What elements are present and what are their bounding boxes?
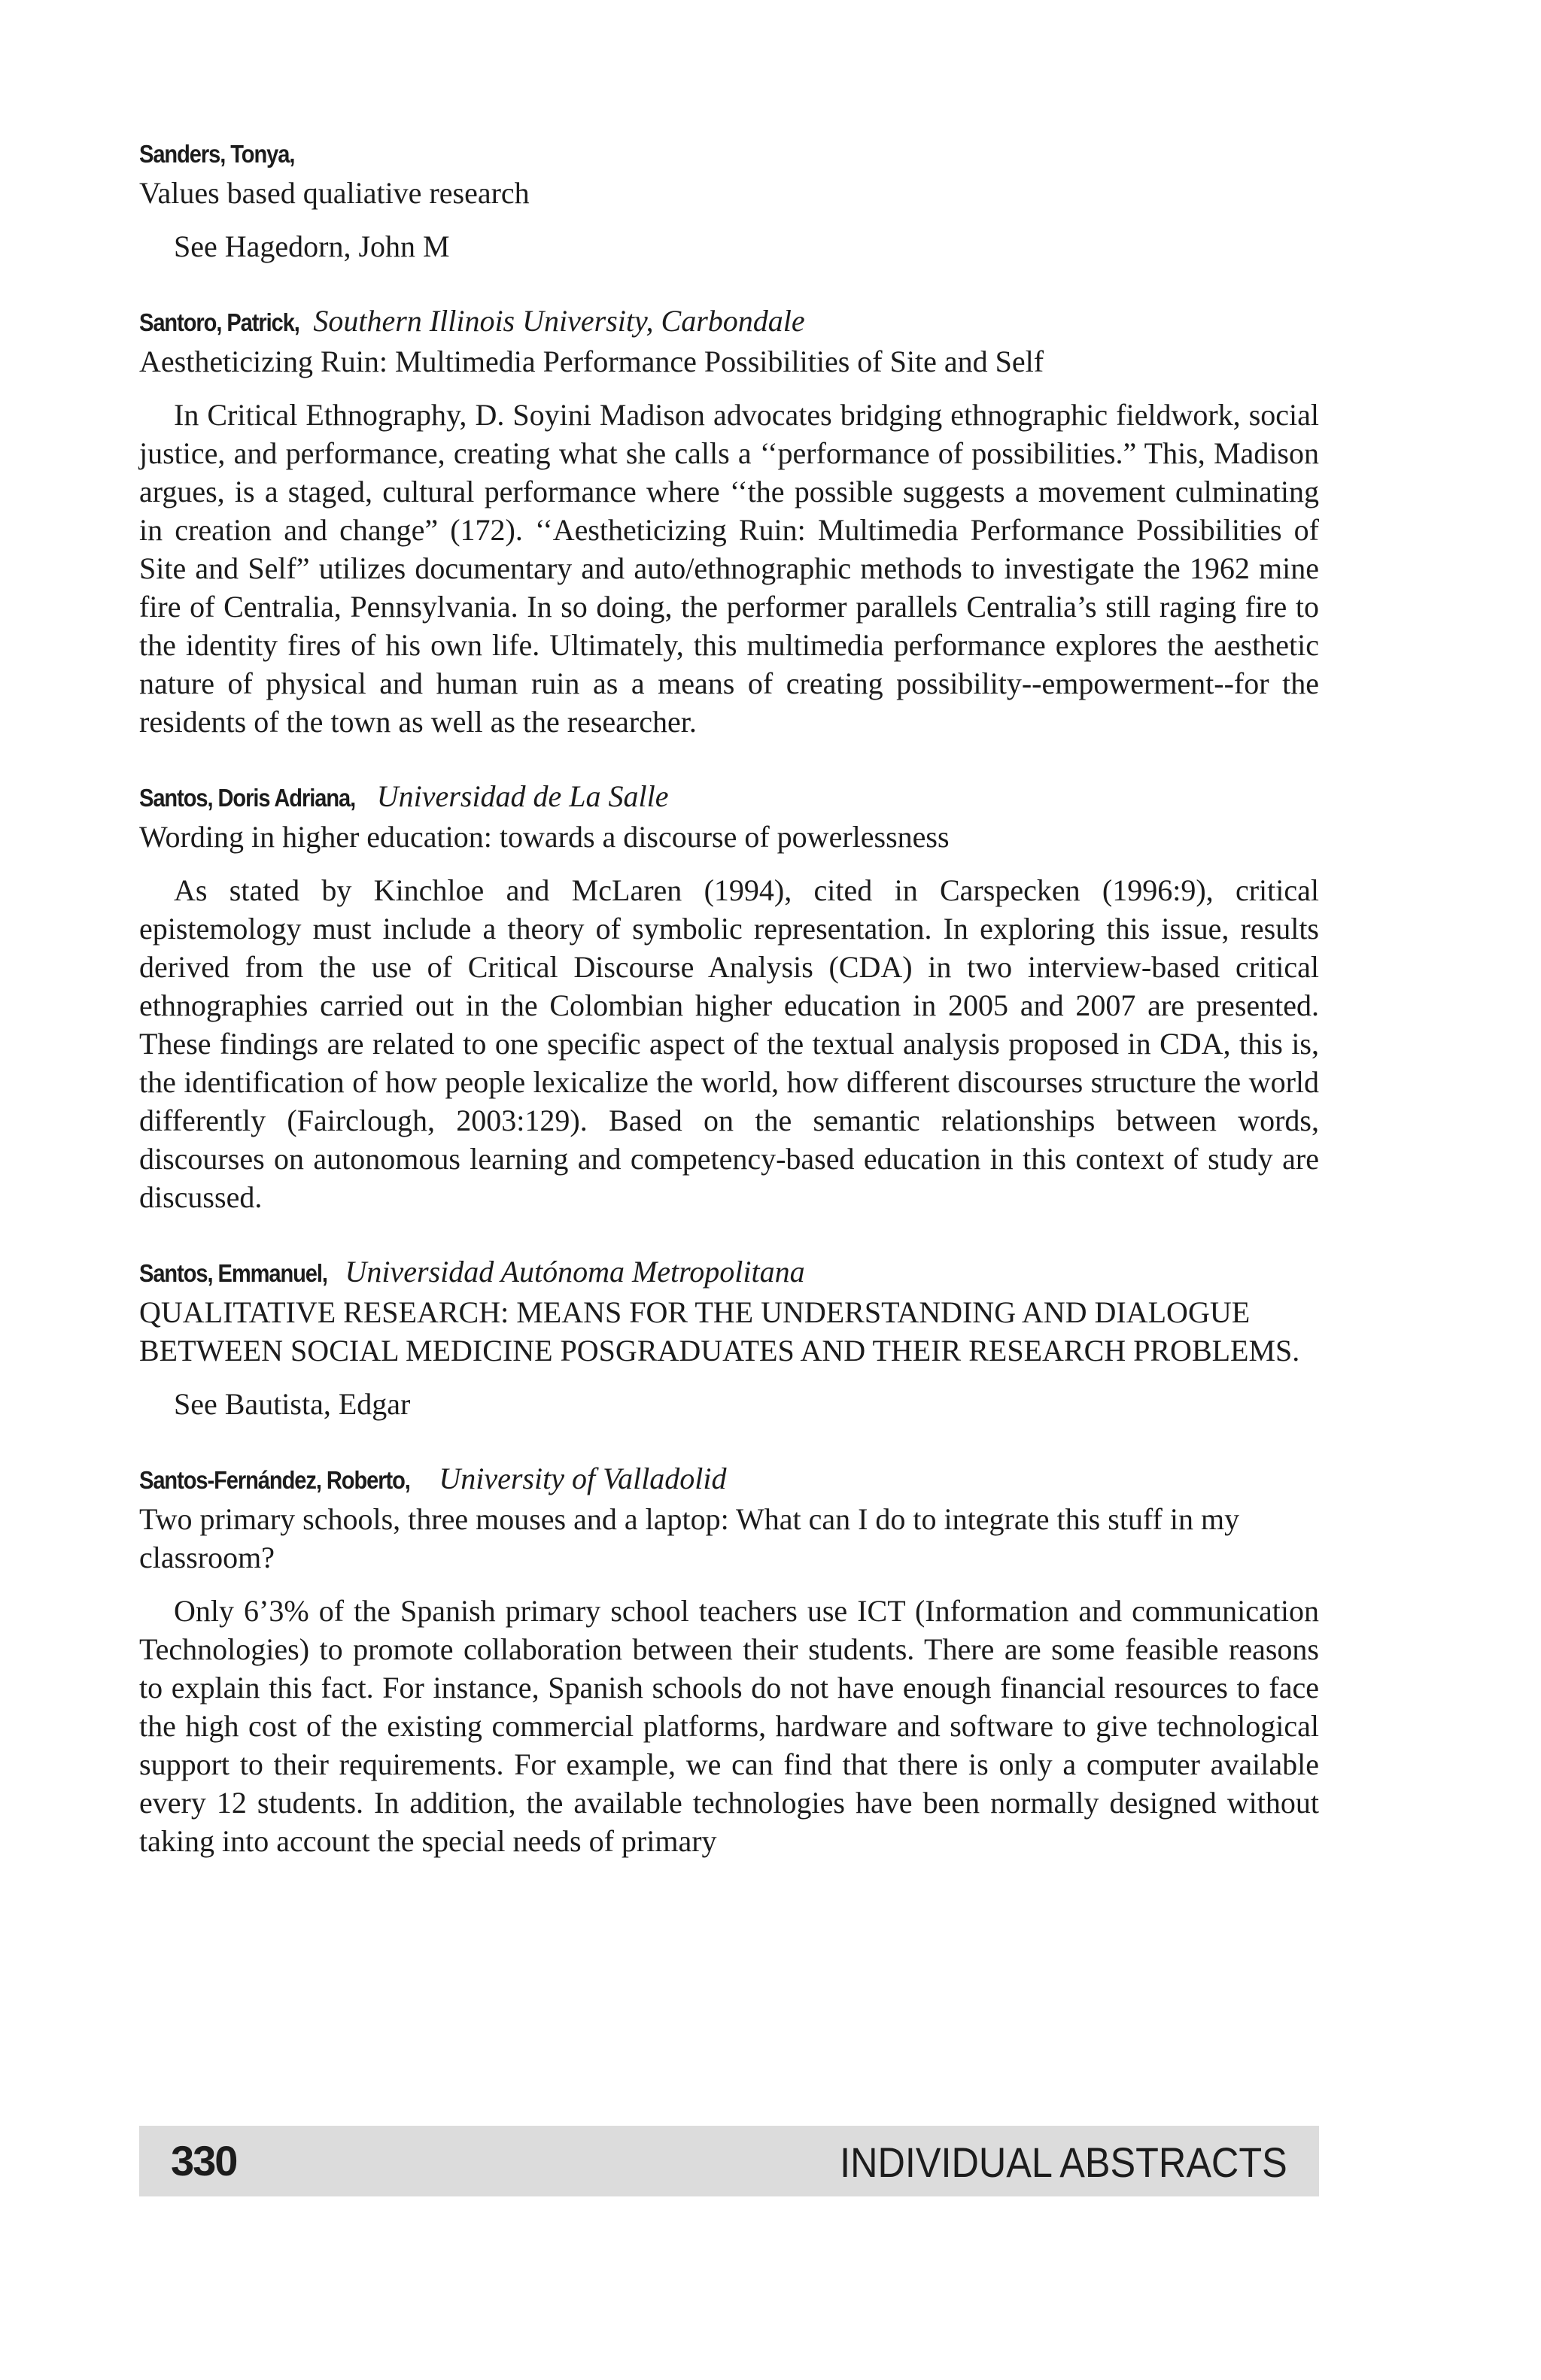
section-name: INDIVIDUAL ABSTRACTS bbox=[840, 2139, 1287, 2186]
abstract-title: Values based qualiative research bbox=[139, 176, 530, 210]
abstract-entry bbox=[139, 1252, 1319, 1423]
author-line bbox=[139, 1252, 1319, 1293]
author-affiliation: University of Valladolid bbox=[439, 1462, 727, 1495]
abstract-title: Two primary schools, three mouses and a laptop: What can I do to integrate this stuff in my classroom? bbox=[139, 1502, 1240, 1574]
abstract-body: Only 6’3% of the Spanish primary school teachers use ICT (Information and communication Technologies) to promote collaboration between their students. There are some feasible reasons to explain this fact. For instance, Spanish schools do not have enough financial resources to face the high cost of the existing commercial platforms, hardware and software to give technological support to their requirements. For example, we can find that there is only a computer available every 12 students. In addition, the available technologies have been normally designed without taking into account the special needs of primary bbox=[139, 1594, 1319, 1858]
page-footer bbox=[139, 2126, 1319, 2196]
author-name: Santos-Fernández, Roberto, bbox=[139, 1466, 410, 1494]
author-name: Santoro, Patrick, bbox=[139, 308, 299, 336]
author-name: Santos, Doris Adriana, bbox=[139, 784, 356, 812]
abstract-body: As stated by Kinchloe and McLaren (1994), cited in Carspecken (1996:9), critical epistemology must include a theory of symbolic representation. In exploring this issue, results derived from the use of Critical Discourse Analysis (CDA) in two interview-based critical ethnographies carried out in the Colombian higher education in 2005 and 2007 are presented. These findings are related to one specific aspect of the textual analysis proposed in CDA, this is, the identification of how people lexicalize the world, how different discourses structure the world differently (Fairclough, 2003:129). Based on the semantic relationships between words, discourses on autonomous learning and competency-based education in this context of study are discussed. bbox=[139, 873, 1319, 1214]
abstract-body: See Hagedorn, John M bbox=[174, 229, 450, 263]
abstract-body: See Bautista, Edgar bbox=[174, 1387, 411, 1421]
author-line bbox=[139, 1459, 1319, 1500]
author-name: Sanders, Tonya, bbox=[139, 140, 295, 168]
abstract-entry bbox=[139, 777, 1319, 1216]
abstract-title: Aestheticizing Ruin: Multimedia Performance Possibilities of Site and Self bbox=[139, 345, 1044, 378]
abstract-entry bbox=[139, 134, 1319, 266]
page-number: 330 bbox=[171, 2137, 237, 2184]
author-line bbox=[139, 302, 1319, 342]
abstracts-page bbox=[139, 134, 1319, 1896]
abstract-entry bbox=[139, 1459, 1319, 1860]
author-affiliation: Universidad Autónoma Metropolitana bbox=[345, 1255, 805, 1289]
author-affiliation: Universidad de La Salle bbox=[376, 779, 669, 813]
abstract-body: In Critical Ethnography, D. Soyini Madison advocates bridging ethnographic fieldwork, social justice, and performance, creating what she calls a ‘‘performance of possibilities.” This, Madison argues, is a staged, cultural performance where ‘‘the possible suggests a movement culminating in creation and change” (172). ‘‘Aestheticizing Ruin: Multimedia Performance Possibilities of Site and Self” utilizes documentary and auto/ethnographic methods to investigate the 1962 mine fire of Centralia, Pennsylvania. In so doing, the performer parallels Centralia’s still raging fire to the identity fires of his own life. Ultimately, this multimedia performance explores the aesthetic nature of physical and human ruin as a means of creating possibility--empowerment--for the residents of the town as well as the researcher. bbox=[139, 398, 1319, 739]
author-line bbox=[139, 134, 1319, 174]
author-line bbox=[139, 777, 1319, 818]
author-affiliation: Southern Illinois University, Carbondale bbox=[313, 304, 805, 338]
abstract-title: Wording in higher education: towards a discourse of powerlessness bbox=[139, 820, 950, 854]
author-name: Santos, Emmanuel, bbox=[139, 1259, 327, 1287]
abstract-title: QUALITATIVE RESEARCH: MEANS FOR THE UNDERSTANDING AND DIALOGUE BETWEEN SOCIAL MEDICINE POSGRADUATES AND THEIR RESEARCH PROBLEMS. bbox=[139, 1295, 1300, 1368]
abstract-entry bbox=[139, 302, 1319, 741]
